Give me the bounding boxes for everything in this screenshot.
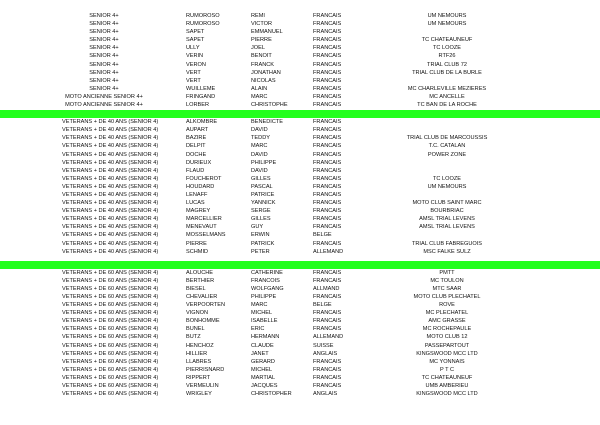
nationality-cell: BELGE (313, 232, 332, 239)
club-cell: MSC FALKE SULZ (423, 248, 471, 255)
nationality-cell: SUISSE (313, 342, 334, 349)
first-name-cell: HERMANN (251, 334, 280, 341)
table-row (0, 77, 600, 85)
nationality-cell: ANGLAIS (313, 391, 338, 398)
first-name-cell: MICHEL (251, 310, 273, 317)
last-name-cell: LENAFF (186, 191, 208, 198)
club-cell: PMTT (439, 269, 455, 276)
category-cell: VETERANS + DE 60 ANS (SENIOR 4) (62, 318, 159, 325)
club-cell: PASSEPARTOUT (424, 342, 470, 349)
table-row (0, 118, 600, 126)
club-cell: TRIAL CLUB FABREGUOIS (411, 240, 483, 247)
club-cell: MC ROCHEPAULE (422, 326, 472, 333)
category-cell: VETERANS + DE 60 ANS (SENIOR 4) (62, 285, 159, 292)
club-cell: MTC SAAR (432, 285, 462, 292)
club-cell: KINGSWOOD MCC LTD (416, 391, 478, 398)
first-name-cell: WOLFGANG (251, 285, 284, 292)
last-name-cell: BAZIRE (186, 135, 207, 142)
last-name-cell: PIERRE (186, 240, 207, 247)
nationality-cell: FRANCAIS (313, 37, 342, 44)
first-name-cell: FRANCOIS (251, 277, 280, 284)
category-cell: VETERANS + DE 60 ANS (SENIOR 4) (62, 277, 159, 284)
nationality-cell: FRANCAIS (313, 374, 342, 381)
category-cell: VETERANS + DE 60 ANS (SENIOR 4) (62, 391, 159, 398)
club-cell: MOTO CLUB SAINT MARC (412, 200, 482, 207)
table-row (0, 269, 600, 277)
category-cell: VETERANS + DE 60 ANS (SENIOR 4) (62, 383, 159, 390)
table-row (0, 175, 600, 183)
first-name-cell: JONATHAN (251, 69, 281, 76)
last-name-cell: BUTZ (186, 334, 201, 341)
club-cell: TRIAL CLUB DE LA BURLE (412, 69, 482, 76)
first-name-cell: NICOLAS (251, 77, 276, 84)
table-row (0, 358, 600, 366)
last-name-cell: WRIGLEY (186, 391, 212, 398)
first-name-cell: CHRISTOPHE (251, 102, 288, 109)
category-cell: SENIOR 4+ (89, 21, 119, 28)
club-cell: TC LOOZE (433, 45, 461, 52)
first-name-cell: PIERRE (251, 37, 272, 44)
club-cell: TRIAL CLUB DE MARCOUSSIS (406, 135, 488, 142)
nationality-cell: FRANCAIS (313, 135, 342, 142)
first-name-cell: PETER (251, 248, 270, 255)
category-cell: SENIOR 4+ (89, 37, 119, 44)
category-cell: VETERANS + DE 40 ANS (SENIOR 4) (62, 167, 159, 174)
first-name-cell: ALAIN (251, 85, 268, 92)
club-cell: MOTO CLUB PLECHATEL (413, 294, 481, 300)
club-cell: KINGSWOOD MCC LTD (416, 350, 478, 357)
category-cell: VETERANS + DE 60 ANS (SENIOR 4) (62, 342, 159, 349)
table-row (0, 240, 600, 248)
category-cell: SENIOR 4+ (89, 61, 119, 68)
club-cell: AMSL TRIAL LEVENS (419, 216, 475, 223)
table-row (0, 390, 600, 398)
first-name-cell: VICTOR (251, 21, 273, 28)
last-name-cell: VERON (186, 61, 206, 68)
table-row (0, 167, 600, 175)
category-cell: VETERANS + DE 60 ANS (SENIOR 4) (62, 334, 159, 341)
category-cell: VETERANS + DE 40 ANS (SENIOR 4) (62, 119, 159, 126)
category-cell: VETERANS + DE 40 ANS (SENIOR 4) (62, 216, 159, 223)
table-row (0, 85, 600, 93)
category-cell: VETERANS + DE 40 ANS (SENIOR 4) (62, 232, 159, 239)
table-row (0, 382, 600, 390)
category-cell: SENIOR 4+ (89, 77, 119, 84)
last-name-cell: SAPET (186, 37, 205, 44)
last-name-cell: SCHMID (186, 248, 209, 255)
category-cell: VETERANS + DE 40 ANS (SENIOR 4) (62, 224, 159, 231)
first-name-cell: GILLES (251, 175, 271, 182)
table-row (0, 36, 600, 44)
first-name-cell: FRANCK (251, 61, 274, 68)
category-cell: VETERANS + DE 40 ANS (SENIOR 4) (62, 175, 159, 182)
first-name-cell: GUY (251, 224, 264, 231)
table-row (0, 333, 600, 341)
nationality-cell: ANGLAIS (313, 350, 338, 357)
nationality-cell: FRANCAIS (313, 151, 342, 158)
last-name-cell: PIERRISNARD (186, 366, 225, 373)
first-name-cell: PASCAL (251, 183, 273, 190)
table-row (0, 293, 600, 301)
first-name-cell: JOEL (251, 45, 265, 52)
first-name-cell: PHILIPPE (251, 159, 277, 166)
nationality-cell: FRANCAIS (313, 159, 342, 166)
table-row (0, 277, 600, 285)
table-row (0, 151, 600, 159)
first-name-cell: DAVID (251, 167, 268, 174)
nationality-cell: FRANCAIS (313, 21, 342, 28)
table-row (0, 374, 600, 382)
category-cell: VETERANS + DE 60 ANS (SENIOR 4) (62, 374, 159, 381)
section-veterans-40 (0, 118, 600, 256)
last-name-cell: HOUDARD (186, 183, 215, 190)
nationality-cell: FRANCAIS (313, 269, 342, 276)
nationality-cell: ALLEMAND (313, 334, 344, 341)
club-cell: AMC GRASSE (428, 318, 466, 325)
table-row (0, 317, 600, 325)
first-name-cell: PHILIPPE (251, 294, 277, 300)
last-name-cell: RUMOROSO (186, 13, 220, 19)
last-name-cell: BIESEL (186, 285, 206, 292)
nationality-cell: FRANCAIS (313, 61, 342, 68)
nationality-cell: FRANCAIS (313, 143, 342, 150)
last-name-cell: VERT (186, 77, 201, 84)
category-cell: VETERANS + DE 40 ANS (SENIOR 4) (62, 159, 159, 166)
last-name-cell: LLABRES (186, 358, 212, 365)
table-row (0, 309, 600, 317)
category-cell: VETERANS + DE 60 ANS (SENIOR 4) (62, 326, 159, 333)
nationality-cell: FRANCAIS (313, 277, 342, 284)
nationality-cell: FRANCAIS (313, 102, 342, 109)
last-name-cell: LORBER (186, 102, 210, 109)
first-name-cell: DAVID (251, 127, 268, 134)
nationality-cell: FRANCAIS (313, 383, 342, 390)
club-cell: BOURBRIAC (430, 208, 464, 215)
nationality-cell: FRANCAIS (313, 294, 342, 300)
first-name-cell: CLAUDE (251, 342, 274, 349)
nationality-cell: FRANCAIS (313, 318, 342, 325)
category-cell: VETERANS + DE 40 ANS (SENIOR 4) (62, 183, 159, 190)
category-cell: VETERANS + DE 40 ANS (SENIOR 4) (62, 135, 159, 142)
first-name-cell: TEDDY (251, 135, 270, 142)
last-name-cell: WUILLEME (186, 85, 216, 92)
club-cell: MC PLECHATEL (425, 310, 469, 317)
nationality-cell: FRANCAIS (313, 366, 342, 373)
table-row (0, 69, 600, 77)
nationality-cell: FRANCAIS (313, 240, 342, 247)
club-cell: AMSL TRIAL LEVENS (419, 224, 475, 231)
category-cell: SENIOR 4+ (89, 13, 119, 19)
table-row (0, 20, 600, 28)
table-row (0, 199, 600, 207)
nationality-cell: FRANCAIS (313, 77, 342, 84)
last-name-cell: AUPART (186, 127, 209, 134)
first-name-cell: MARC (251, 302, 268, 309)
table-row (0, 325, 600, 333)
category-cell: VETERANS + DE 60 ANS (SENIOR 4) (62, 302, 159, 309)
club-cell: MOTO CLUB 12 (426, 334, 468, 341)
category-cell: VETERANS + DE 40 ANS (SENIOR 4) (62, 151, 159, 158)
table-row (0, 191, 600, 199)
category-cell: VETERANS + DE 40 ANS (SENIOR 4) (62, 143, 159, 150)
nationality-cell: FRANCAIS (313, 69, 342, 76)
section-veterans-60 (0, 269, 600, 399)
table-row (0, 93, 600, 101)
table-row (0, 142, 600, 150)
table-row (0, 28, 600, 36)
category-cell: VETERANS + DE 60 ANS (SENIOR 4) (62, 358, 159, 365)
category-cell: VETERANS + DE 40 ANS (SENIOR 4) (62, 127, 159, 134)
table-row (0, 223, 600, 231)
category-cell: VETERANS + DE 40 ANS (SENIOR 4) (62, 191, 159, 198)
nationality-cell: FRANCAIS (313, 175, 342, 182)
last-name-cell: VERIN (186, 53, 204, 60)
section-divider (0, 261, 600, 269)
table-row (0, 101, 600, 109)
table-row (0, 215, 600, 223)
nationality-cell: FRANCAIS (313, 358, 342, 365)
nationality-cell: FRANCAIS (313, 119, 342, 126)
nationality-cell: FRANCAIS (313, 29, 342, 36)
nationality-cell: FRANCAIS (313, 85, 342, 92)
category-cell: SENIOR 4+ (89, 85, 119, 92)
table-row (0, 207, 600, 215)
nationality-cell: FRANCAIS (313, 216, 342, 223)
first-name-cell: GERARD (251, 358, 275, 365)
first-name-cell: MARC (251, 143, 268, 150)
first-name-cell: DAVID (251, 151, 268, 158)
club-cell: POWER ZONE (427, 151, 467, 158)
club-cell: MC ANCELLE (429, 93, 465, 100)
nationality-cell: FRANCAIS (313, 326, 342, 333)
nationality-cell: FRANCAIS (313, 191, 342, 198)
category-cell: VETERANS + DE 60 ANS (SENIOR 4) (62, 366, 159, 373)
last-name-cell: ALOUCHE (186, 269, 214, 276)
last-name-cell: ALKOMBRE (186, 119, 218, 126)
category-cell: MOTO ANCIENNE SENIOR 4+ (65, 93, 143, 100)
table-row (0, 350, 600, 358)
last-name-cell: HENCHOZ (186, 342, 214, 349)
first-name-cell: YANNICK (251, 200, 276, 207)
nationality-cell: FRANCAIS (313, 208, 342, 215)
spacer (0, 256, 600, 260)
first-name-cell: CATHERINE (251, 269, 283, 276)
club-cell: UM NEMOURS (427, 21, 467, 28)
first-name-cell: SERGE (251, 208, 271, 215)
table-row (0, 301, 600, 309)
table-row (0, 126, 600, 134)
first-name-cell: ERIC (251, 326, 265, 333)
first-name-cell: GILLES (251, 216, 271, 223)
first-name-cell: PATRICE (251, 191, 275, 198)
first-name-cell: ISABELLE (251, 318, 278, 325)
last-name-cell: DELPIT (186, 143, 206, 150)
club-cell: TC BAN DE LA ROCHE (417, 102, 477, 109)
last-name-cell: RUMOROSO (186, 21, 220, 28)
category-cell: SENIOR 4+ (89, 69, 119, 76)
club-cell: TC LOOZE (433, 175, 461, 182)
nationality-cell: FRANCAIS (313, 167, 342, 174)
nationality-cell: FRANCAIS (313, 224, 342, 231)
club-cell: RTF26 (438, 53, 456, 60)
first-name-cell: ERWIN (251, 232, 270, 239)
section-senior (0, 12, 600, 109)
first-name-cell: MICHEL (251, 366, 273, 373)
table-row (0, 12, 600, 20)
club-cell: UMB AMBERIEU (425, 383, 469, 390)
first-name-cell: CHRISTOPHER (251, 391, 292, 398)
nationality-cell: FRANCAIS (313, 53, 342, 60)
table-row (0, 248, 600, 256)
last-name-cell: MENEVAUT (186, 224, 217, 231)
category-cell: MOTO ANCIENNE SENIOR 4+ (65, 102, 143, 109)
last-name-cell: LUCAS (186, 200, 205, 207)
club-cell: P T C (440, 366, 454, 373)
last-name-cell: CHEVALIER (186, 294, 218, 300)
table-row (0, 134, 600, 142)
nationality-cell: FRANCAIS (313, 127, 342, 134)
first-name-cell: JANET (251, 350, 269, 357)
club-cell: MC TOULON (430, 277, 464, 284)
last-name-cell: HILLIER (186, 350, 208, 357)
last-name-cell: FRINGAND (186, 93, 216, 100)
last-name-cell: MARCELLIER (186, 216, 222, 223)
club-cell: T.C. CATALAN (428, 143, 466, 150)
category-cell: SENIOR 4+ (89, 45, 119, 52)
last-name-cell: SAPET (186, 29, 205, 36)
last-name-cell: MOSSELMANS (186, 232, 226, 239)
category-cell: VETERANS + DE 60 ANS (SENIOR 4) (62, 269, 159, 276)
club-cell: MC YONNAIS (429, 358, 465, 365)
category-cell: VETERANS + DE 40 ANS (SENIOR 4) (62, 200, 159, 207)
table-row (0, 285, 600, 293)
category-cell: VETERANS + DE 40 ANS (SENIOR 4) (62, 240, 159, 247)
club-cell: UM NEMOURS (427, 13, 467, 19)
table-row (0, 61, 600, 69)
nationality-cell: BELGE (313, 302, 332, 309)
table-row (0, 231, 600, 239)
table-row (0, 159, 600, 167)
last-name-cell: FLAUD (186, 167, 205, 174)
first-name-cell: REMI (251, 13, 265, 19)
last-name-cell: DURIEUX (186, 159, 212, 166)
nationality-cell: ALLEMAND (313, 248, 344, 255)
last-name-cell: DOCHE (186, 151, 207, 158)
category-cell: VETERANS + DE 60 ANS (SENIOR 4) (62, 350, 159, 357)
nationality-cell: FRANCAIS (313, 45, 342, 52)
club-cell: TC CHATEAUNEUF (421, 37, 473, 44)
category-cell: VETERANS + DE 60 ANS (SENIOR 4) (62, 294, 159, 300)
first-name-cell: PATRICK (251, 240, 275, 247)
category-cell: VETERANS + DE 60 ANS (SENIOR 4) (62, 310, 159, 317)
first-name-cell: EMMANUEL (251, 29, 283, 36)
club-cell: MC CHARLEVILLE MEZIERES (407, 85, 487, 92)
first-name-cell: JACQUES (251, 383, 278, 390)
last-name-cell: ULLY (186, 45, 200, 52)
club-cell: ROVE (439, 302, 455, 309)
last-name-cell: FOUCHEROT (186, 175, 222, 182)
first-name-cell: BENOIT (251, 53, 272, 60)
category-cell: SENIOR 4+ (89, 53, 119, 60)
nationality-cell: ALLMAND (313, 285, 340, 292)
category-cell: SENIOR 4+ (89, 29, 119, 36)
nationality-cell: FRANCAIS (313, 200, 342, 207)
first-name-cell: BENEDICTE (251, 119, 284, 126)
last-name-cell: VIGNON (186, 310, 209, 317)
last-name-cell: MAGREY (186, 208, 211, 215)
last-name-cell: BUNEL (186, 326, 205, 333)
nationality-cell: FRANCAIS (313, 310, 342, 317)
club-cell: TC CHATEAUNEUF (421, 374, 473, 381)
nationality-cell: FRANCAIS (313, 13, 342, 19)
section-divider (0, 110, 600, 118)
last-name-cell: VERPOORTEN (186, 302, 226, 309)
last-name-cell: VERT (186, 69, 201, 76)
club-cell: UM NEMOURS (427, 183, 467, 190)
category-cell: VETERANS + DE 40 ANS (SENIOR 4) (62, 248, 159, 255)
last-name-cell: VERMEULIN (186, 383, 219, 390)
category-cell: VETERANS + DE 40 ANS (SENIOR 4) (62, 208, 159, 215)
table-row (0, 366, 600, 374)
nationality-cell: FRANCAIS (313, 93, 342, 100)
table-row (0, 44, 600, 52)
last-name-cell: BONHOMME (186, 318, 220, 325)
club-cell: TRIAL CLUB 72 (427, 61, 467, 68)
first-name-cell: MARC (251, 93, 268, 100)
entry-list (0, 12, 600, 398)
first-name-cell: MARTIAL (251, 374, 276, 381)
nationality-cell: FRANCAIS (313, 183, 342, 190)
table-row (0, 183, 600, 191)
table-row (0, 52, 600, 60)
last-name-cell: RIPPERT (186, 374, 211, 381)
last-name-cell: BERTHIER (186, 277, 215, 284)
table-row (0, 342, 600, 350)
